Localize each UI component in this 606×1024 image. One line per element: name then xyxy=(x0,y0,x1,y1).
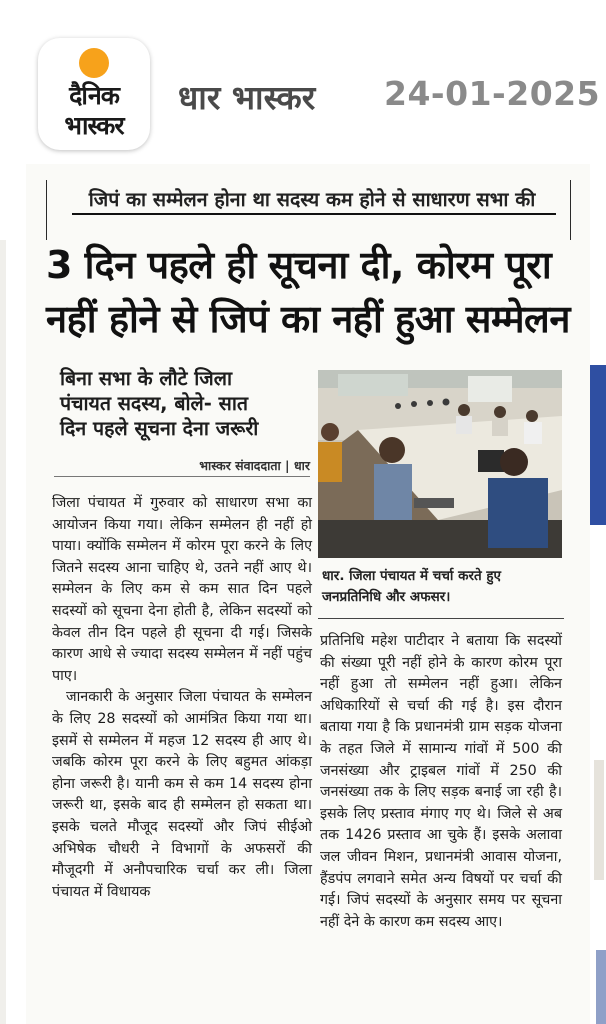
adjacent-article-edge xyxy=(594,760,604,880)
left-paragraph-2: जानकारी के अनुसार जिला पंचायत के सम्मेलन के लिए 28 सदस्यों को आमंत्रित किया गया था। इसमें से सम्मेलन में महज 12 सदस्य ही आए थे। जबकि कोरम पूरा करने के लिए बहुमत आंकड़ा होना जरूरी है। यानी कम से कम 14 सदस्य होना जरूरी था, इसके बाद ही सम्मेलन हो सकता था। इसके चलते मौजूद सदस्यों और जिपं सीईओ अभिषेक चौधरी ने विभागों के अफसरों की मौजूदगी में अनौपचारिक चर्चा कर ली। जिला पंचायत में विधायक xyxy=(52,689,312,900)
byline: भास्कर संवाददाता | धार xyxy=(199,458,310,473)
left-paragraph-1: जिला पंचायत में गुरुवार को साधारण सभा का आयोजन किया गया। लेकिन सम्मेलन ही नहीं हो पाया। क्योंकि सम्मेलन में कोरम पूरा करने के लिए जितने सदस्य आना चाहिए थे, उतने नहीं आए थे। सम्मेलन के लिए कम से कम सात दिन पहले सदस्यों को सूचना देना होती है, लेकिन सदस्यों को केवल तीन दिन पहले ही सूचना दी गई। जिसके कारण आधे से ज्यादा सदस्य सम्मेलन में नहीं पहुंच पाए। xyxy=(52,495,312,684)
caption-line1: धार. जिला पंचायत में चर्चा करते हुए xyxy=(322,568,502,584)
subhead-line3: दिन पहले सूचना देना जरूरी xyxy=(60,417,259,440)
subheadline xyxy=(60,366,310,441)
edition-title: धार भास्कर xyxy=(178,78,316,117)
kicker-underline xyxy=(72,213,556,215)
header-bar xyxy=(0,0,606,158)
caption-line2: जनप्रतिनिधि और अफसर। xyxy=(322,589,451,605)
caption-divider xyxy=(318,618,564,619)
logo-text-line1: दैनिक xyxy=(69,81,119,110)
edition-date: 24-01-2025 xyxy=(384,74,601,113)
article-column-left xyxy=(52,493,312,903)
headline xyxy=(46,238,586,346)
adjacent-article-fragment xyxy=(590,365,606,525)
page-edge xyxy=(0,240,6,1024)
sun-icon xyxy=(79,48,109,78)
meeting-photo-illustration xyxy=(318,370,562,558)
kicker: जिपं का सम्मेलन होना था सदस्य कम होने से साधारण सभा की xyxy=(88,188,536,211)
headline-line2: नहीं होने से जिपं का नहीं हुआ सम्मेलन xyxy=(46,297,570,341)
adjacent-article-image-edge xyxy=(596,950,606,1024)
logo-text-line2: भास्कर xyxy=(64,111,124,140)
byline-divider xyxy=(54,476,310,477)
subhead-line1: बिना सभा के लौटे जिला xyxy=(60,367,233,390)
meeting-photo xyxy=(318,370,562,558)
clip-border-left xyxy=(46,180,47,240)
subhead-line2: पंचायत सदस्य, बोले- सात xyxy=(60,392,248,415)
dainik-bhaskar-logo[interactable] xyxy=(38,38,150,150)
right-paragraph-1: प्रतिनिधि महेश पाटीदार ने बताया कि सदस्यों की संख्या पूरी नहीं होने के कारण कोरम पूरा नहीं हुआ तो सम्मेलन नहीं हुआ। लेकिन अधिकारियों से चर्चा की गई है। इस दौरान बताया गया है कि प्रधानमंत्री ग्राम सड़क योजना के तहत जिले में सामान्य गांवों में 500 की जनसंख्या और ट्राइबल गांवों में 250 की जनसंख्या तक के लिए सड़क बनाई जा रही है। इसके लिए प्रस्ताव मंगाए गए थे। जिले से अब तक 1426 प्रस्ताव आ चुके हैं। इसके अलावा जल जीवन मिशन, प्रधानमंत्री आवास योजना, हैंडपंप लगवाने समेत अन्य विषयों पर चर्चा की गई। जिपं सदस्यों के अनुसार समय पर सूचना नहीं देने के कारण कम सदस्य आए। xyxy=(320,633,562,930)
article-column-right xyxy=(320,631,562,933)
headline-line1: 3 दिन पहले ही सूचना दी, कोरम पूरा xyxy=(46,243,552,287)
photo-caption xyxy=(322,566,562,608)
